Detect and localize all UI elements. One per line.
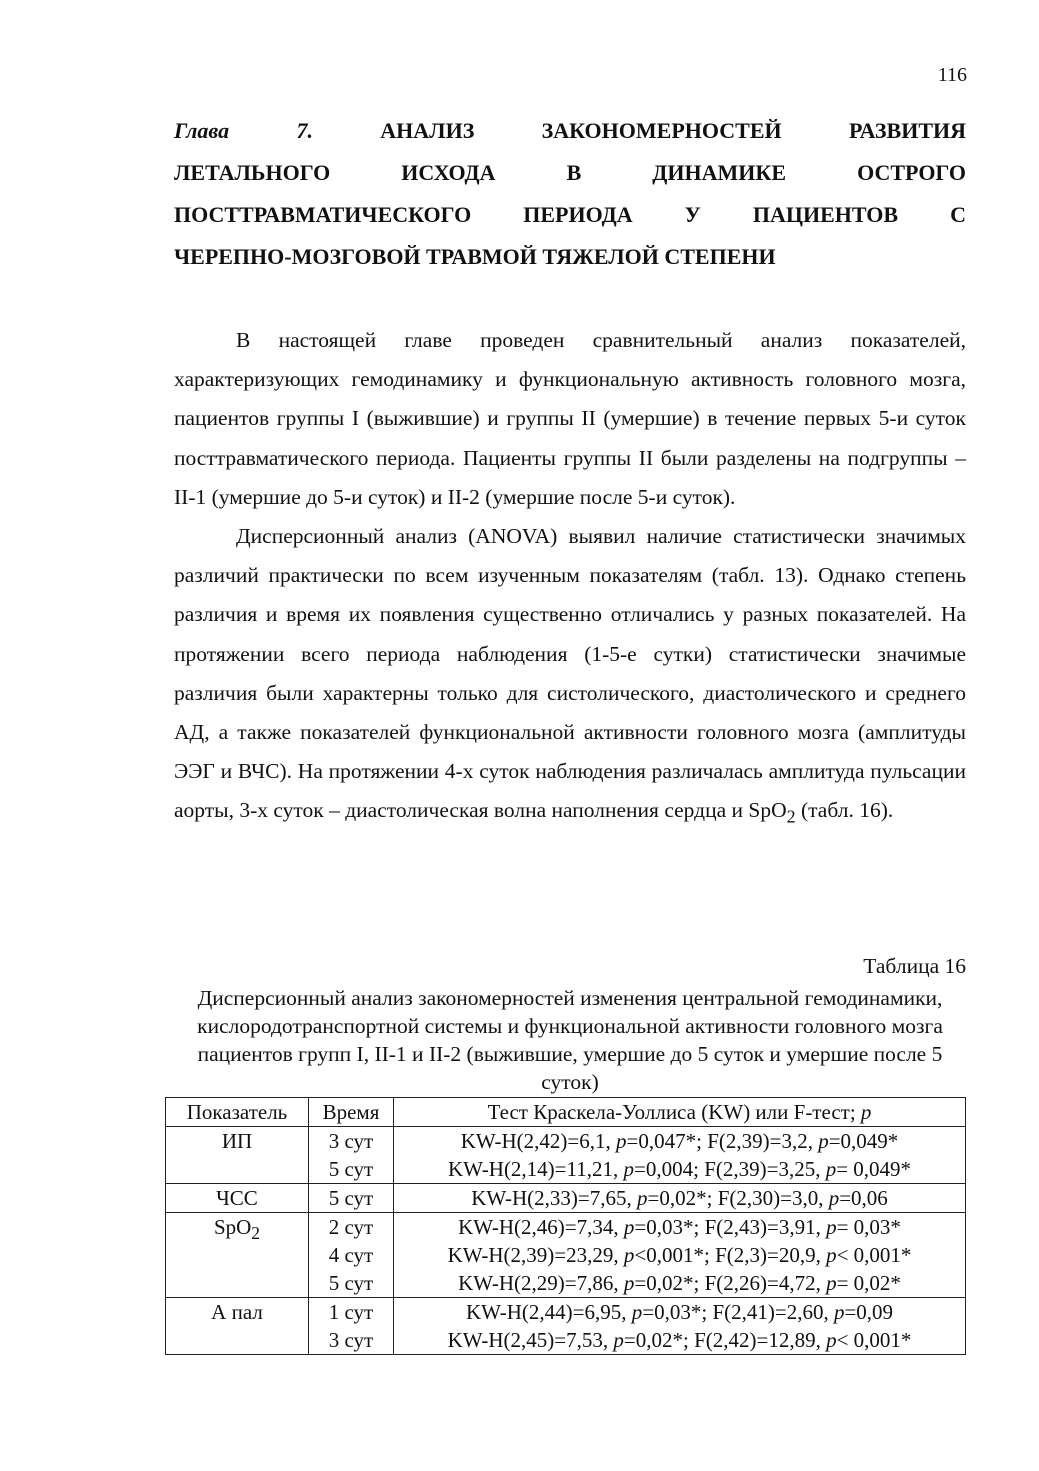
paragraph-2	[174, 517, 966, 837]
time-value: 2 сут	[328, 1215, 374, 1239]
indicator-cell: ИП	[166, 1127, 309, 1184]
test-value: KW-H(2,46)=7,34, p=0,03*; F(2,43)=3,91, p= 0,03*	[458, 1215, 901, 1239]
chapter-title-line-1	[174, 110, 966, 152]
time-cell	[309, 1127, 394, 1184]
time-value: 4 сут	[328, 1243, 374, 1267]
test-value: KW-H(2,29)=7,86, p=0,02*; F(2,26)=4,72, p= 0,02*	[458, 1271, 901, 1295]
table-title: Дисперсионный анализ закономерностей изменения центральной гемодинамики, кислородотранспортной системы и функциональной активности головного мозга пациентов групп I, II-1 и II-2 (выжившие, умершие до 5 суток и умершие после 5 суток)	[197, 986, 943, 1094]
table-number: Таблица 16	[863, 954, 966, 978]
subscript-2: 2	[786, 806, 796, 827]
header-indicator: Показатель	[166, 1098, 309, 1127]
time-cell	[309, 1213, 394, 1298]
time-value: 3 сут	[328, 1328, 374, 1352]
time-value: 3 сут	[328, 1129, 374, 1153]
table-header-row	[166, 1098, 966, 1127]
paragraph-2-text: Дисперсионный анализ (ANOVA) выявил наличие статистически значимых различий практически по всем изученным показателям (табл. 13). Однако степень различия и время их появления существенно отличались у разных показателей. На протяжении всего периода наблюдения (1-5-е сутки) статистически значимые различия были характерны только для систолического, диастолического и среднего АД, а также показателей функциональной активности головного мозга (амплитуды ЭЭГ и ВЧС). На протяжении 4-х суток наблюдения различалась амплитуда пульсации аорты, 3-х суток – диастолическая волна наполнения сердца и SpO	[174, 524, 966, 823]
indicator-cell: А пал	[166, 1298, 309, 1355]
header-time: Время	[309, 1098, 394, 1127]
table-row	[166, 1298, 966, 1355]
time-cell	[309, 1184, 394, 1213]
data-table	[165, 1097, 966, 1355]
chapter-prefix: Глава 7.	[174, 118, 313, 143]
test-value: KW-H(2,44)=6,95, p=0,03*; F(2,41)=2,60, p=0,09	[465, 1300, 894, 1324]
time-value: 1 сут	[328, 1300, 374, 1324]
chapter-title-text-1: АНАЛИЗ ЗАКОНОМЕРНОСТЕЙ РАЗВИТИЯ	[380, 118, 966, 143]
chapter-title	[174, 110, 966, 278]
test-cell	[394, 1127, 966, 1184]
test-cell	[394, 1213, 966, 1298]
header-test-text: Тест Краскела-Уоллиса (KW) или F-тест;	[487, 1100, 861, 1124]
time-value: 5 сут	[328, 1157, 374, 1181]
body-text	[174, 321, 966, 837]
time-cell	[309, 1298, 394, 1355]
header-test-p: p	[860, 1100, 872, 1124]
indicator-cell: SpO$_2$	[166, 1213, 309, 1298]
test-value: KW-H(2,42)=6,1, p=0,047*; F(2,39)=3,2, p=0,049*	[460, 1129, 899, 1153]
time-value: 5 сут	[328, 1186, 374, 1210]
test-value: KW-H(2,14)=11,21, p=0,004; F(2,39)=3,25, p= 0,049*	[447, 1157, 912, 1181]
page-number: 116	[937, 64, 967, 86]
test-value: KW-H(2,39)=23,29, p<0,001*; F(2,3)=20,9, p< 0,001*	[447, 1243, 912, 1267]
test-cell	[394, 1184, 966, 1213]
chapter-title-line-2: ЛЕТАЛЬНОГО ИСХОДА В ДИНАМИКЕ ОСТРОГО	[174, 160, 966, 185]
paragraph-2-tail: (табл. 16).	[795, 798, 894, 823]
indicator-cell: ЧСС	[166, 1184, 309, 1213]
test-value: KW-H(2,33)=7,65, p=0,02*; F(2,30)=3,0, p=0,06	[471, 1186, 888, 1210]
test-cell	[394, 1298, 966, 1355]
time-value: 5 сут	[328, 1271, 374, 1295]
chapter-title-line-4: ЧЕРЕПНО-МОЗГОВОЙ ТРАВМОЙ ТЯЖЕЛОЙ СТЕПЕНИ	[174, 244, 776, 269]
table-row	[166, 1184, 966, 1213]
header-test	[394, 1098, 966, 1127]
chapter-title-line-3: ПОСТТРАВМАТИЧЕСКОГО ПЕРИОДА У ПАЦИЕНТОВ С	[174, 202, 966, 227]
table-row	[166, 1213, 966, 1298]
test-value: KW-H(2,45)=7,53, p=0,02*; F(2,42)=12,89, p< 0,001*	[447, 1328, 912, 1352]
paragraph-1: В настоящей главе проведен сравнительный анализ показателей, характеризующих гемодинамику и функциональную активность головного мозга, пациентов группы I (выжившие) и группы II (умершие) в течение первых 5-и суток посттравматического периода. Пациенты группы II были разделены на подгруппы – II-1 (умершие до 5-и суток) и II-2 (умершие после 5-и суток).	[174, 328, 966, 509]
table-row	[166, 1127, 966, 1184]
